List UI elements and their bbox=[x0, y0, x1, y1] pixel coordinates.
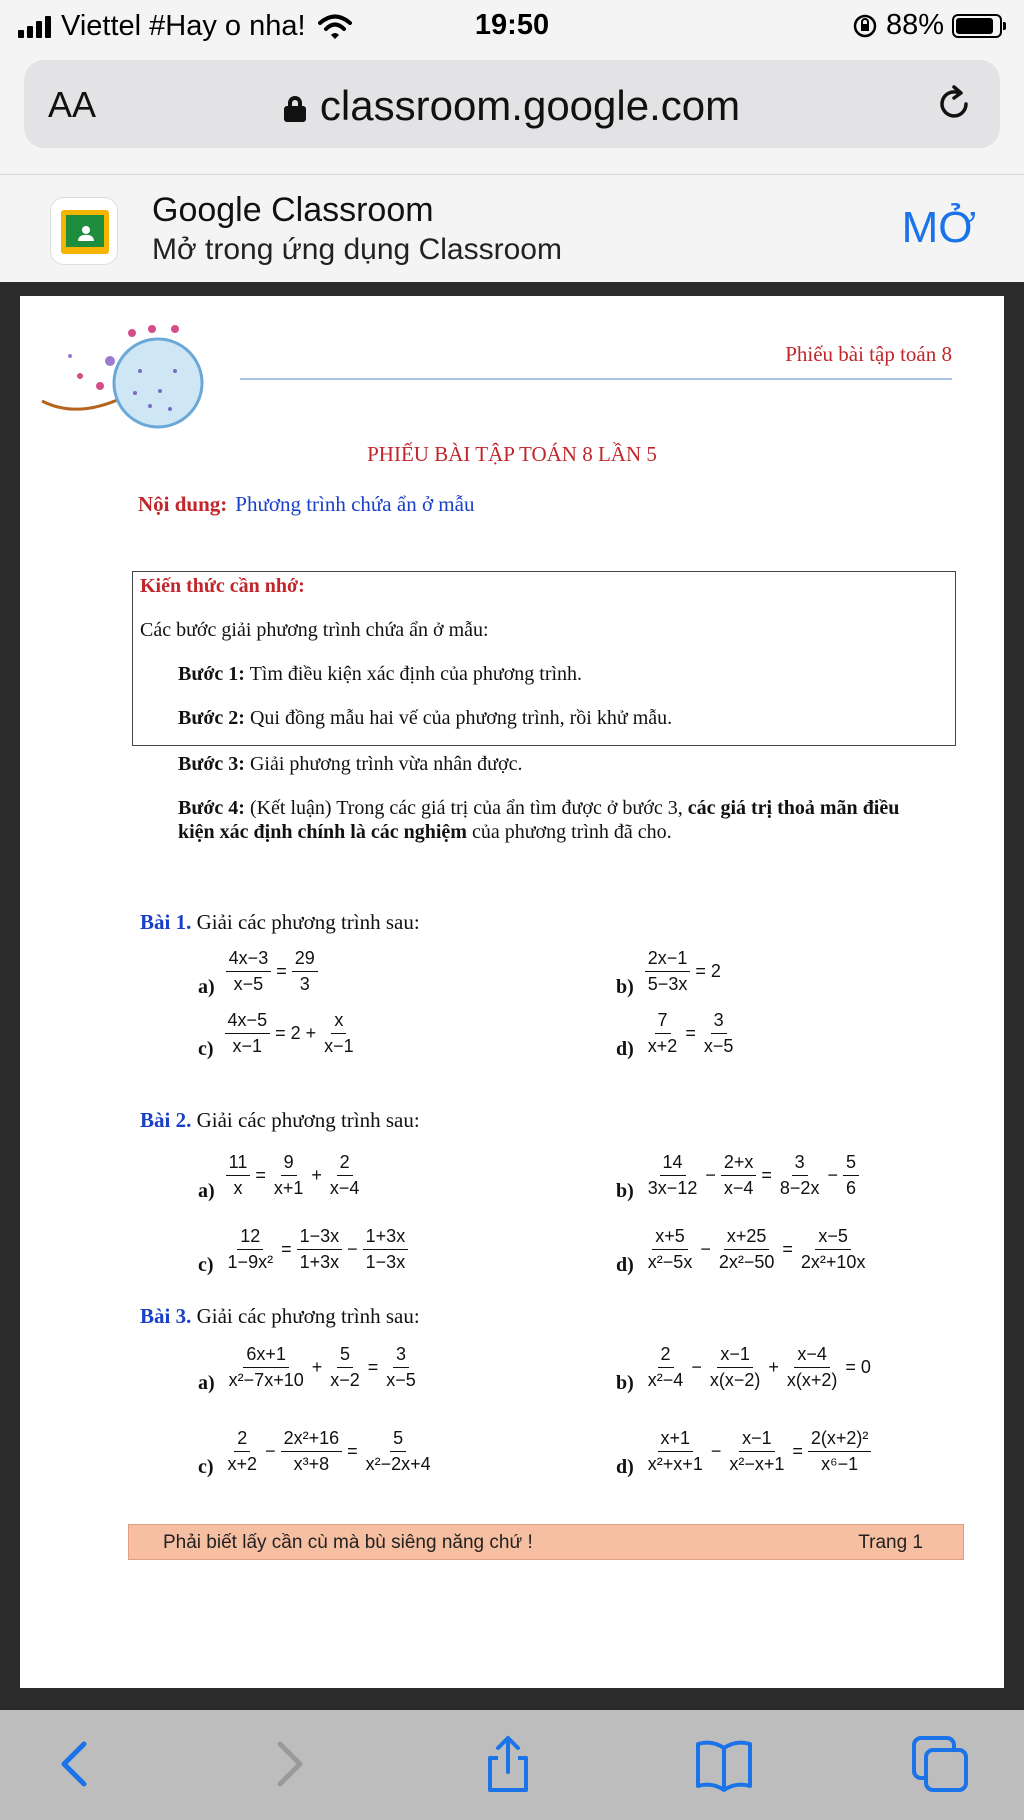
step-4: Bước 4: (Kết luận) Trong các giá trị của ẩn tìm được ở bước 3, các giá trị thoả mãn điều kiện xác định chính là các nghiệm của phương trình đã cho. bbox=[178, 797, 900, 843]
open-app-button[interactable]: MỞ bbox=[901, 203, 976, 252]
exercise-2d: d) $\frac{x+5}{\text{x²−5x}}$ − $\frac{x+25}{\text{2x²−50}}$ = $\frac{x-5}{\text{2x²+10x}}$ bbox=[616, 1226, 866, 1276]
exercise-2-title: Bài 2. Giải các phương trình sau: bbox=[140, 1108, 420, 1132]
exercise-1-title: Bài 1. Giải các phương trình sau: bbox=[140, 910, 420, 934]
step-1: Bước 1: Tìm điều kiện xác định của phương trình. bbox=[178, 663, 583, 685]
smart-app-banner bbox=[0, 174, 1024, 282]
banner-title: Google Classroom bbox=[152, 191, 434, 229]
page-footer bbox=[128, 1524, 964, 1560]
exercise-1b: b) $\frac{2x-1}{5-3x}$ = 2 bbox=[616, 948, 721, 998]
exercise-1a: a) $\frac{4x-3}{x-5}$ = $\frac{29}{3}$ bbox=[198, 948, 321, 995]
page-number: Trang 1 bbox=[858, 1532, 923, 1553]
clock: 19:50 bbox=[474, 9, 550, 41]
exercise-3a: a) $\frac{6x+1}{\text{x²−7x+10}}$ + $\frac{5}{x-2}$ = $\frac{3}{x-5}$ bbox=[198, 1344, 416, 1394]
url-text: classroom.google.com bbox=[319, 82, 741, 129]
exercise-2c: c) $\frac{12}{\text{1−9x²}}$ = $\frac{1-3x}{1+3x}$ − $\frac{1+3x}{1-3x}$ bbox=[198, 1226, 411, 1273]
status-bar bbox=[0, 0, 1024, 50]
battery-fill bbox=[956, 18, 993, 34]
classroom-app-icon bbox=[50, 197, 118, 265]
content-label: Nội dung: bbox=[138, 492, 228, 516]
back-icon[interactable] bbox=[46, 1734, 106, 1794]
battery-icon bbox=[952, 14, 1002, 38]
forward-icon[interactable] bbox=[258, 1734, 318, 1794]
step-3: Bước 3: Giải phương trình vừa nhân được. bbox=[178, 753, 523, 775]
reload-icon[interactable] bbox=[934, 84, 974, 124]
exercise-2a: a) $\frac{11}{x}$ = $\frac{9}{x+1}$ + $\frac{2}{x-4}$ bbox=[198, 1152, 360, 1202]
content-value: Phương trình chứa ẩn ở mẫu bbox=[235, 492, 475, 516]
status-right bbox=[852, 9, 1002, 42]
exercise-1c: c) $\frac{4x-5}{x-1}$ = 2 + $\frac{x}{x-1}$ bbox=[198, 1010, 354, 1060]
banner-subtitle: Mở trong ứng dụng Classroom bbox=[152, 233, 562, 266]
cell-illustration bbox=[40, 321, 220, 431]
address-bar[interactable] bbox=[24, 60, 1000, 148]
knowledge-intro: Các bước giải phương trình chứa ẩn ở mẫu: bbox=[140, 619, 489, 641]
exercise-3b: b) $\frac{2}{\text{x²−4}}$ − $\frac{x-1}{x(x-2)}$ + $\frac{x-4}{x(x+2)}$ = 0 bbox=[616, 1344, 871, 1394]
carrier-name: Viettel #Hay o nha! bbox=[61, 10, 306, 42]
exercise-3d: d) $\frac{x+1}{\text{x²+x+1}}$ − $\frac{x-1}{\text{x²−x+1}}$ = $\frac{\text{2(x+2)²}}{\text{x⁶−1}}$ bbox=[616, 1428, 874, 1475]
exercise-1d: d) $\frac{7}{x+2}$ = $\frac{3}{x-5}$ bbox=[616, 1010, 734, 1060]
share-icon[interactable] bbox=[478, 1734, 538, 1794]
document-page bbox=[20, 296, 1004, 1688]
aa-label: AA bbox=[48, 84, 97, 125]
tabs-icon[interactable] bbox=[910, 1734, 970, 1794]
exercise-2b: b) $\frac{14}{3x-12}$ − $\frac{2+x}{x-4}$ = $\frac{3}{8-2x}$ − $\frac{5}{6}$ bbox=[616, 1152, 862, 1199]
exercise-3c: c) $\frac{2}{x+2}$ − $\frac{\text{2x²+16}}{\text{x³+8}}$ = $\frac{5}{\text{x²−2x+4}}$ bbox=[198, 1428, 431, 1478]
knowledge-title: Kiến thức cần nhớ: bbox=[140, 575, 305, 597]
browser-address-area bbox=[0, 50, 1024, 174]
header-label: Phiếu bài tập toán 8 bbox=[785, 342, 952, 366]
url-display[interactable] bbox=[24, 82, 1000, 130]
document-title: PHIẾU BÀI TẬP TOÁN 8 LẦN 5 bbox=[367, 442, 657, 466]
orientation-lock-icon bbox=[852, 13, 878, 39]
battery-percent: 88% bbox=[885, 9, 944, 41]
exercise-3-title: Bài 3. Giải các phương trình sau: bbox=[140, 1304, 420, 1328]
browser-toolbar bbox=[0, 1710, 1024, 1820]
header-rule bbox=[240, 378, 952, 380]
lock-icon bbox=[284, 96, 306, 122]
bookmarks-icon[interactable] bbox=[694, 1734, 754, 1794]
step-2: Bước 2: Qui đồng mẫu hai vế của phương trình, rồi khử mẫu. bbox=[178, 707, 673, 729]
footer-message: Phải biết lấy cần cù mà bù siêng năng chứ ! bbox=[163, 1532, 533, 1553]
content-line bbox=[138, 492, 474, 517]
